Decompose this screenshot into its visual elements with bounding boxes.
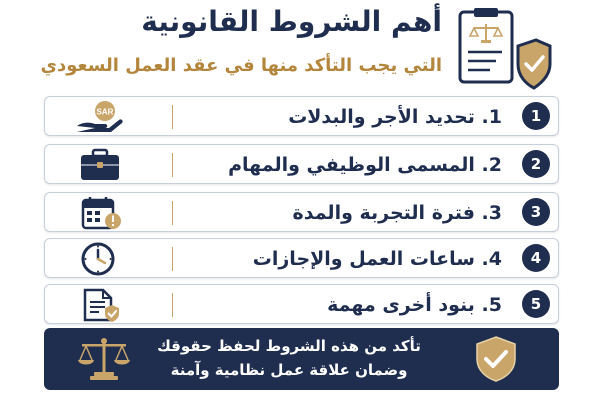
- item-label: 3. فترة التجربة والمدة: [292, 202, 502, 224]
- list-item-other-terms: [44, 284, 559, 324]
- hand-sar-coin-icon: [75, 100, 125, 134]
- page-title: أهم الشروط القانونية: [141, 5, 442, 38]
- list-item-probation: [44, 192, 559, 232]
- shield-check-icon: [473, 335, 519, 383]
- footer-banner: [44, 328, 559, 390]
- item-label: 4. ساعات العمل والإجازات: [252, 248, 502, 270]
- item-number-badge: 1: [522, 102, 550, 130]
- divider: [172, 201, 173, 225]
- scale-icon: [74, 336, 134, 382]
- contract-scale-shield-icon: [452, 6, 552, 92]
- divider: [172, 247, 173, 271]
- item-number-badge: 5: [522, 290, 550, 318]
- page-subtitle: التي يجب التأكد منها في عقد العمل السعودي: [40, 55, 442, 76]
- footer-text: [139, 334, 439, 382]
- item-label: 1. تحديد الأجر والبدلات: [288, 106, 502, 128]
- briefcase-icon: [75, 148, 125, 182]
- clock-icon: [75, 242, 125, 276]
- coin-label: SAR: [96, 107, 114, 117]
- item-number-badge: 2: [522, 150, 550, 178]
- item-number-badge: 3: [522, 198, 550, 226]
- item-label: 2. المسمى الوظيفي والمهام: [228, 154, 502, 176]
- footer-line-1: تأكد من هذه الشروط لحفظ حقوقك: [157, 337, 421, 355]
- footer-line-2: وضمان علاقة عمل نظامية وآمنة: [170, 361, 408, 379]
- list-item-wages: [44, 96, 559, 136]
- divider: [172, 293, 173, 317]
- item-number-badge: 4: [522, 244, 550, 272]
- list-item-job-title: [44, 144, 559, 184]
- item-label: 5. بنود أخرى مهمة: [327, 294, 502, 316]
- calendar-alert-icon: [75, 196, 125, 230]
- list-item-working-hours: [44, 238, 559, 278]
- divider: [172, 105, 173, 129]
- document-check-icon: [75, 288, 125, 322]
- divider: [172, 153, 173, 177]
